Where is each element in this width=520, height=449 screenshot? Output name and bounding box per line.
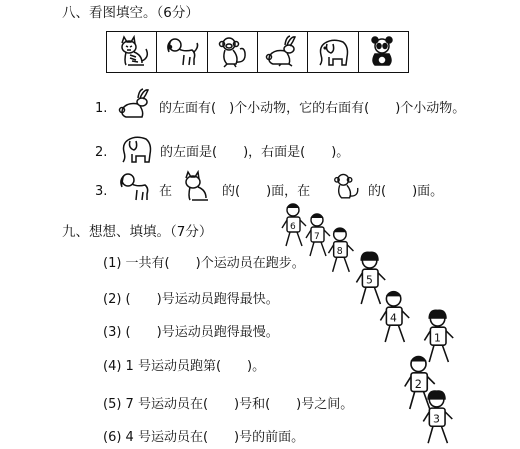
animal-cell-monkey [208,32,258,72]
panda-icon [363,35,403,69]
q8-3-mid: 在 [159,184,173,199]
elephant-icon [313,35,353,69]
animal-cell-elephant [308,32,358,72]
rabbit-icon [263,35,303,69]
dog-icon [162,35,202,69]
q8-3-number: 3. [95,184,108,199]
q8-3-text2: 的( )面。 [368,184,444,199]
rabbit-icon [114,88,158,122]
elephant-icon [114,132,158,166]
q9-item-5: (5) 7 号运动员在( )号和( )号之间。 [103,397,354,412]
q8-1-number: 1. [95,101,108,116]
runner-3 [420,390,458,448]
q8-3-text1: 的( )面，在 [222,184,311,199]
q9-item-1: (1) 一共有( )个运动员在跑步。 [103,256,305,271]
animal-cell-panda [359,32,408,72]
runner-number-4: 4 [390,311,397,325]
runner-number-7: 7 [314,232,320,242]
monkey-icon [212,35,252,69]
cat-icon [176,170,216,204]
runner-number-3: 3 [432,412,440,426]
animal-cell-cat [107,32,157,72]
runner-number-8: 8 [336,246,343,258]
animal-strip [106,31,409,73]
q9-item-6: (6) 4 号运动员在( )号的前面。 [103,430,305,445]
cat-icon [112,35,152,69]
q8-2-text: 的左面是( )，右面是( )。 [160,145,350,160]
section-8-heading: 八、看图填空。（6分） [62,5,199,21]
runners-illustration [270,196,520,449]
runner-4 [378,288,414,348]
runner-number-2: 2 [414,377,422,391]
dog-icon [114,170,156,204]
runner-number-5: 5 [366,273,373,287]
q8-1-text: 的左面有( )个小动物，它的右面有( )个小动物。 [159,101,466,116]
q8-2-number: 2. [95,145,108,160]
runner-number-6: 6 [290,222,296,232]
runner-number-1: 1 [434,331,441,345]
animal-cell-rabbit [258,32,308,72]
q9-item-3: (3) ( )号运动员跑得最慢。 [103,325,279,340]
q9-item-4: (4) 1 号运动员跑第( )。 [103,359,266,374]
q9-item-2: (2) ( )号运动员跑得最快。 [103,292,279,307]
animal-cell-dog [157,32,207,72]
section-9-heading: 九、想想、填填。（7分） [62,224,213,240]
